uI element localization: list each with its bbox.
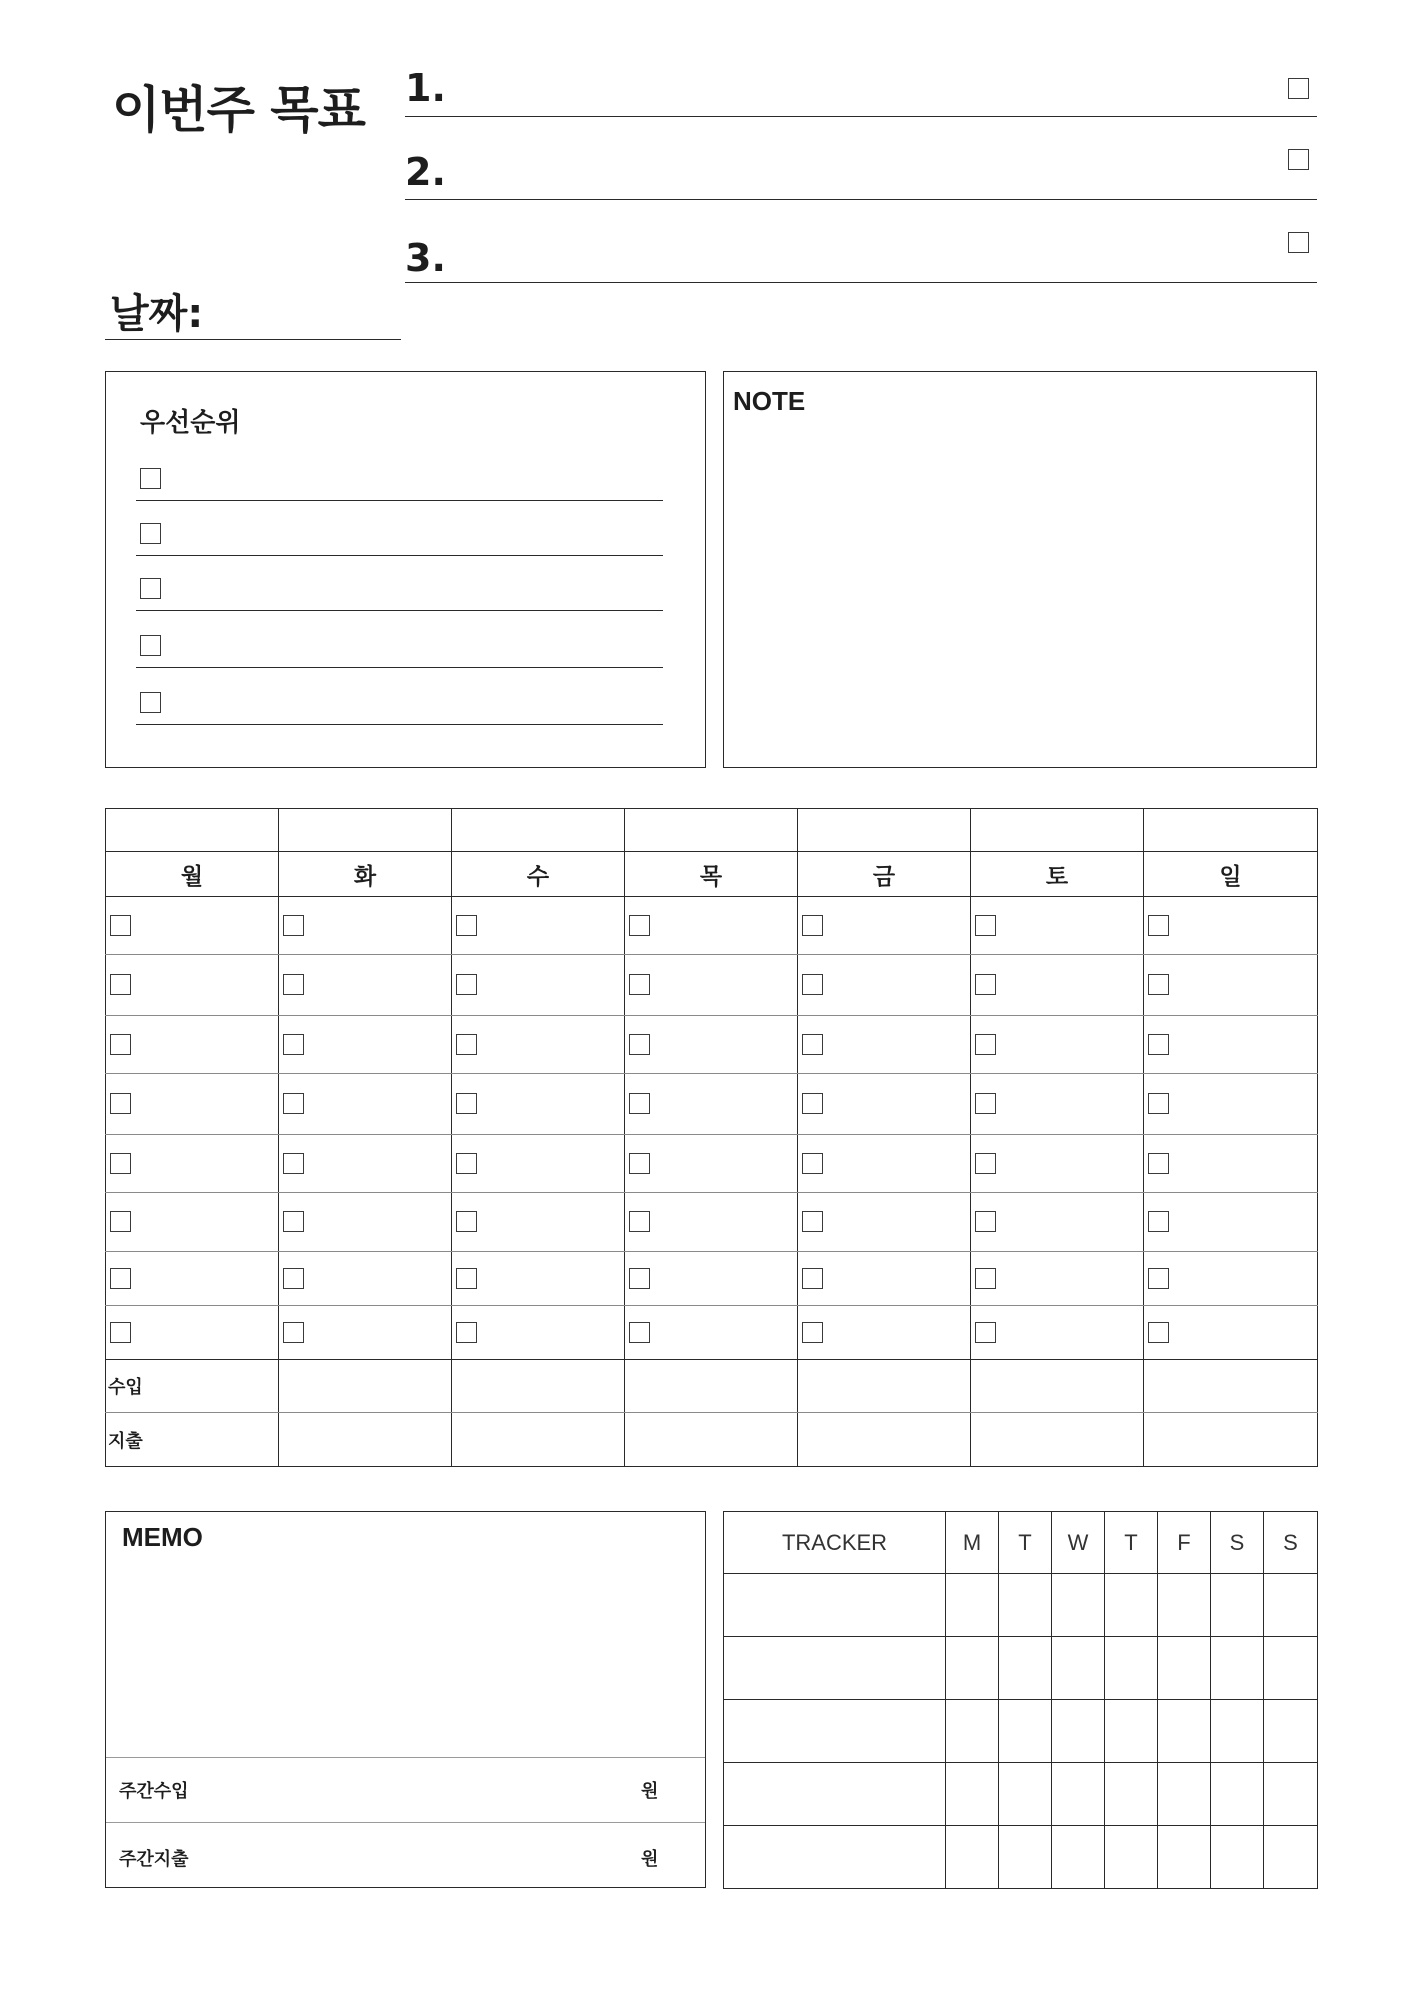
task-cell[interactable] [279, 1306, 452, 1360]
task-checkbox[interactable] [283, 1034, 304, 1055]
memo-area[interactable] [106, 1562, 705, 1757]
task-checkbox[interactable] [629, 974, 650, 995]
tracker-check-cell[interactable] [946, 1637, 999, 1700]
priority-checkbox[interactable] [140, 523, 161, 544]
task-cell[interactable] [452, 1252, 625, 1306]
goal-checkbox[interactable] [1288, 232, 1309, 253]
date-row [106, 809, 1318, 852]
task-checkbox[interactable] [283, 1268, 304, 1289]
tracker-check-cell[interactable] [1211, 1700, 1264, 1763]
goal-number: 2. [405, 150, 446, 194]
income-label: 수입 [106, 1360, 279, 1413]
goal-line[interactable] [405, 282, 1317, 283]
task-cell[interactable] [625, 1074, 798, 1135]
tracker-habit-cell[interactable] [724, 1826, 946, 1889]
tracker-check-cell[interactable] [1264, 1763, 1318, 1826]
priority-title: 우선순위 [140, 408, 241, 438]
tracker-check-cell[interactable] [1158, 1637, 1211, 1700]
priority-line[interactable] [136, 667, 663, 668]
task-cell[interactable] [279, 1252, 452, 1306]
task-row [106, 1016, 1318, 1074]
task-cell[interactable] [106, 1252, 279, 1306]
day-header: 목 [625, 852, 798, 897]
goal-line[interactable] [405, 116, 1317, 117]
task-checkbox[interactable] [802, 1093, 823, 1114]
tracker-check-cell[interactable] [1264, 1574, 1318, 1637]
task-row [106, 1074, 1318, 1135]
task-checkbox[interactable] [110, 1153, 131, 1174]
task-cell[interactable] [452, 955, 625, 1016]
task-checkbox[interactable] [283, 915, 304, 936]
task-cell[interactable] [106, 1074, 279, 1135]
priority-checkbox[interactable] [140, 578, 161, 599]
task-cell[interactable] [1144, 1016, 1318, 1074]
task-checkbox[interactable] [975, 915, 996, 936]
tracker-check-cell[interactable] [946, 1826, 999, 1889]
task-cell[interactable] [798, 1016, 971, 1074]
task-cell[interactable] [1144, 1135, 1318, 1193]
task-checkbox[interactable] [456, 1322, 477, 1343]
tracker-check-cell[interactable] [1158, 1826, 1211, 1889]
task-cell[interactable] [625, 1252, 798, 1306]
task-checkbox[interactable] [975, 1093, 996, 1114]
habit-tracker [723, 1511, 1318, 1889]
date-cell[interactable] [1144, 809, 1318, 852]
date-cell[interactable] [798, 809, 971, 852]
task-checkbox[interactable] [456, 915, 477, 936]
task-cell[interactable] [798, 1193, 971, 1252]
memo-title: MEMO [122, 1522, 203, 1552]
tracker-check-cell[interactable] [1211, 1574, 1264, 1637]
day-header: 금 [798, 852, 971, 897]
task-cell[interactable] [279, 1016, 452, 1074]
task-cell[interactable] [106, 897, 279, 955]
task-checkbox[interactable] [975, 1322, 996, 1343]
day-header-row [106, 852, 1318, 897]
task-checkbox[interactable] [802, 915, 823, 936]
task-cell[interactable] [625, 1135, 798, 1193]
tracker-day: S [1211, 1512, 1264, 1574]
expense-cell[interactable] [798, 1413, 971, 1467]
task-checkbox[interactable] [629, 1093, 650, 1114]
task-checkbox[interactable] [802, 974, 823, 995]
income-cell[interactable] [1144, 1360, 1318, 1413]
income-cell[interactable] [971, 1360, 1144, 1413]
date-cell[interactable] [279, 809, 452, 852]
task-checkbox[interactable] [629, 1153, 650, 1174]
expense-cell[interactable] [971, 1413, 1144, 1467]
tracker-day: W [1052, 1512, 1105, 1574]
task-checkbox[interactable] [975, 974, 996, 995]
task-cell[interactable] [798, 1252, 971, 1306]
weekly-income-currency: 원 [641, 1781, 659, 1802]
tracker-check-cell[interactable] [999, 1637, 1052, 1700]
tracker-check-cell[interactable] [1105, 1574, 1158, 1637]
task-row [106, 1135, 1318, 1193]
task-checkbox[interactable] [629, 1211, 650, 1232]
task-checkbox[interactable] [629, 915, 650, 936]
task-checkbox[interactable] [283, 974, 304, 995]
task-checkbox[interactable] [110, 1211, 131, 1232]
priority-line[interactable] [136, 500, 663, 501]
tracker-row [724, 1826, 1318, 1889]
weekly-income-label: 주간수입 [119, 1781, 189, 1802]
task-cell[interactable] [971, 955, 1144, 1016]
expense-cell[interactable] [452, 1413, 625, 1467]
tracker-check-cell[interactable] [946, 1700, 999, 1763]
tracker-habit-cell[interactable] [724, 1700, 946, 1763]
task-checkbox[interactable] [802, 1034, 823, 1055]
tracker-check-cell[interactable] [999, 1826, 1052, 1889]
priority-checkbox[interactable] [140, 635, 161, 656]
tracker-check-cell[interactable] [1105, 1637, 1158, 1700]
task-checkbox[interactable] [456, 1093, 477, 1114]
tracker-check-cell[interactable] [1105, 1700, 1158, 1763]
task-checkbox[interactable] [456, 1268, 477, 1289]
task-cell[interactable] [625, 897, 798, 955]
tracker-check-cell[interactable] [946, 1763, 999, 1826]
expense-cell[interactable] [1144, 1413, 1318, 1467]
task-checkbox[interactable] [802, 1322, 823, 1343]
tracker-check-cell[interactable] [999, 1763, 1052, 1826]
tracker-check-cell[interactable] [1211, 1637, 1264, 1700]
task-rows [106, 897, 1318, 1360]
task-cell[interactable] [279, 897, 452, 955]
goal-number: 3. [405, 236, 446, 280]
task-cell[interactable] [971, 1252, 1144, 1306]
task-cell[interactable] [971, 1016, 1144, 1074]
task-checkbox[interactable] [1148, 1268, 1169, 1289]
task-checkbox[interactable] [1148, 915, 1169, 936]
goal-checkbox[interactable] [1288, 78, 1309, 99]
tracker-day: M [946, 1512, 999, 1574]
task-checkbox[interactable] [283, 1153, 304, 1174]
income-cell[interactable] [798, 1360, 971, 1413]
task-cell[interactable] [452, 1306, 625, 1360]
task-checkbox[interactable] [975, 1211, 996, 1232]
tracker-check-cell[interactable] [1264, 1700, 1318, 1763]
tracker-header-row [724, 1512, 1318, 1574]
day-header: 토 [971, 852, 1144, 897]
task-cell[interactable] [1144, 955, 1318, 1016]
tracker-check-cell[interactable] [1105, 1763, 1158, 1826]
tracker-check-cell[interactable] [1052, 1574, 1105, 1637]
tracker-check-cell[interactable] [1158, 1763, 1211, 1826]
tracker-check-cell[interactable] [1052, 1700, 1105, 1763]
tracker-day: S [1264, 1512, 1318, 1574]
task-checkbox[interactable] [456, 1034, 477, 1055]
task-cell[interactable] [279, 955, 452, 1016]
date-cell[interactable] [452, 809, 625, 852]
task-checkbox[interactable] [110, 974, 131, 995]
task-row [106, 1252, 1318, 1306]
task-cell[interactable] [106, 1193, 279, 1252]
task-checkbox[interactable] [1148, 1211, 1169, 1232]
task-cell[interactable] [798, 1074, 971, 1135]
task-cell[interactable] [971, 1306, 1144, 1360]
expense-row [106, 1413, 1318, 1467]
goal-number: 1. [405, 66, 446, 110]
task-checkbox[interactable] [456, 1153, 477, 1174]
weekly-table [105, 808, 1318, 1467]
task-cell[interactable] [798, 1306, 971, 1360]
tracker-title: TRACKER [724, 1512, 946, 1574]
task-cell[interactable] [625, 955, 798, 1016]
task-cell[interactable] [1144, 1074, 1318, 1135]
tracker-row [724, 1700, 1318, 1763]
tracker-row [724, 1763, 1318, 1826]
task-row [106, 955, 1318, 1016]
task-checkbox[interactable] [975, 1034, 996, 1055]
tracker-check-cell[interactable] [1105, 1826, 1158, 1889]
tracker-row [724, 1574, 1318, 1637]
tracker-check-cell[interactable] [1052, 1763, 1105, 1826]
tracker-check-cell[interactable] [999, 1574, 1052, 1637]
priority-panel [105, 371, 706, 768]
task-checkbox[interactable] [802, 1153, 823, 1174]
task-checkbox[interactable] [283, 1322, 304, 1343]
task-cell[interactable] [798, 1135, 971, 1193]
task-cell[interactable] [452, 1135, 625, 1193]
tracker-day: F [1158, 1512, 1211, 1574]
tracker-check-cell[interactable] [1052, 1826, 1105, 1889]
income-row [106, 1360, 1318, 1413]
task-checkbox[interactable] [802, 1268, 823, 1289]
task-cell[interactable] [971, 1135, 1144, 1193]
task-checkbox[interactable] [110, 915, 131, 936]
task-cell[interactable] [452, 897, 625, 955]
task-checkbox[interactable] [629, 1034, 650, 1055]
task-cell[interactable] [798, 897, 971, 955]
task-checkbox[interactable] [1148, 1153, 1169, 1174]
task-checkbox[interactable] [456, 974, 477, 995]
task-row [106, 897, 1318, 955]
tracker-check-cell[interactable] [946, 1574, 999, 1637]
memo-panel [105, 1511, 706, 1888]
task-cell[interactable] [1144, 1252, 1318, 1306]
date-line[interactable] [105, 339, 401, 340]
task-checkbox[interactable] [1148, 1093, 1169, 1114]
priority-checkbox[interactable] [140, 692, 161, 713]
date-cell[interactable] [106, 809, 279, 852]
task-cell[interactable] [798, 955, 971, 1016]
tracker-check-cell[interactable] [1158, 1700, 1211, 1763]
task-row [106, 1193, 1318, 1252]
expense-cell[interactable] [279, 1413, 452, 1467]
task-cell[interactable] [279, 1193, 452, 1252]
priority-line[interactable] [136, 555, 663, 556]
task-cell[interactable] [625, 1306, 798, 1360]
priority-line[interactable] [136, 610, 663, 611]
tracker-rows [724, 1574, 1318, 1889]
goal-checkbox[interactable] [1288, 149, 1309, 170]
note-panel[interactable] [723, 371, 1317, 768]
note-title: NOTE [733, 386, 806, 416]
tracker-check-cell[interactable] [999, 1700, 1052, 1763]
date-cell[interactable] [625, 809, 798, 852]
task-checkbox[interactable] [110, 1093, 131, 1114]
tracker-day: T [1105, 1512, 1158, 1574]
day-header: 수 [452, 852, 625, 897]
task-checkbox[interactable] [283, 1093, 304, 1114]
task-cell[interactable] [452, 1016, 625, 1074]
task-row [106, 1306, 1318, 1360]
tracker-habit-cell[interactable] [724, 1763, 946, 1826]
task-checkbox[interactable] [1148, 974, 1169, 995]
income-cell[interactable] [625, 1360, 798, 1413]
expense-cell[interactable] [625, 1413, 798, 1467]
task-checkbox[interactable] [1148, 1034, 1169, 1055]
priority-checkbox[interactable] [140, 468, 161, 489]
task-cell[interactable] [106, 1016, 279, 1074]
task-checkbox[interactable] [283, 1211, 304, 1232]
weekly-expense-row [106, 1822, 705, 1888]
tracker-check-cell[interactable] [1211, 1826, 1264, 1889]
task-cell[interactable] [279, 1074, 452, 1135]
day-header: 일 [1144, 852, 1318, 897]
task-cell[interactable] [625, 1016, 798, 1074]
task-cell[interactable] [1144, 1306, 1318, 1360]
date-label: 날짜: [110, 291, 204, 337]
page-title: 이번주 목표 [112, 81, 365, 139]
task-cell[interactable] [971, 897, 1144, 955]
task-checkbox[interactable] [456, 1211, 477, 1232]
tracker-check-cell[interactable] [1264, 1826, 1318, 1889]
task-checkbox[interactable] [629, 1322, 650, 1343]
task-cell[interactable] [971, 1074, 1144, 1135]
tracker-day: T [999, 1512, 1052, 1574]
task-cell[interactable] [625, 1193, 798, 1252]
income-cell[interactable] [452, 1360, 625, 1413]
task-checkbox[interactable] [110, 1268, 131, 1289]
tracker-check-cell[interactable] [1158, 1574, 1211, 1637]
goal-line[interactable] [405, 199, 1317, 200]
task-cell[interactable] [106, 1135, 279, 1193]
task-checkbox[interactable] [110, 1322, 131, 1343]
tracker-row [724, 1637, 1318, 1700]
tracker-check-cell[interactable] [1264, 1637, 1318, 1700]
tracker-check-cell[interactable] [1211, 1763, 1264, 1826]
task-checkbox[interactable] [629, 1268, 650, 1289]
date-cell[interactable] [971, 809, 1144, 852]
tracker-check-cell[interactable] [1052, 1637, 1105, 1700]
tracker-habit-cell[interactable] [724, 1637, 946, 1700]
task-cell[interactable] [279, 1135, 452, 1193]
weekly-expense-currency: 원 [641, 1849, 659, 1870]
priority-line[interactable] [136, 724, 663, 725]
task-cell[interactable] [452, 1193, 625, 1252]
task-cell[interactable] [971, 1193, 1144, 1252]
task-checkbox[interactable] [802, 1211, 823, 1232]
task-cell[interactable] [1144, 897, 1318, 955]
task-cell[interactable] [1144, 1193, 1318, 1252]
expense-label: 지출 [106, 1413, 279, 1467]
task-checkbox[interactable] [110, 1034, 131, 1055]
day-header: 월 [106, 852, 279, 897]
weekly-expense-label: 주간지출 [119, 1849, 189, 1870]
task-cell[interactable] [106, 1306, 279, 1360]
tracker-habit-cell[interactable] [724, 1574, 946, 1637]
day-header: 화 [279, 852, 452, 897]
task-checkbox[interactable] [1148, 1322, 1169, 1343]
weekly-income-row [106, 1757, 705, 1823]
task-cell[interactable] [452, 1074, 625, 1135]
task-cell[interactable] [106, 955, 279, 1016]
income-cell[interactable] [279, 1360, 452, 1413]
task-checkbox[interactable] [975, 1153, 996, 1174]
task-checkbox[interactable] [975, 1268, 996, 1289]
